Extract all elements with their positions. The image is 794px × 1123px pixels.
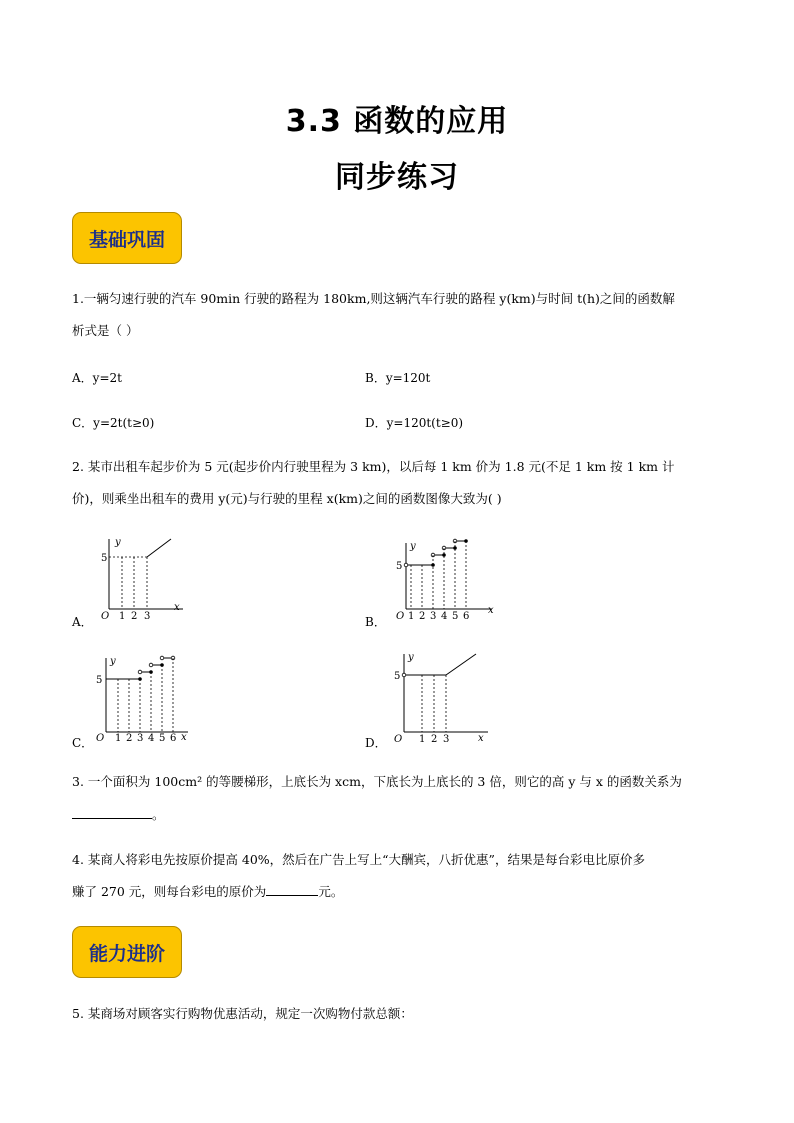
- y-tick-5: 5: [101, 553, 108, 564]
- x-tick-2: 2: [431, 734, 438, 743]
- answer-blank[interactable]: [72, 806, 152, 819]
- q2-option-b-label: B．: [365, 615, 386, 629]
- question-5-line-1: 5. 某商场对顾客实行购物优惠活动，规定一次购物付款总额：: [72, 1006, 413, 1021]
- section-badge-basic: [72, 212, 182, 264]
- y-axis-label: y: [410, 541, 416, 552]
- x-tick-3: 3: [443, 734, 450, 743]
- x-axis-label: x: [488, 605, 494, 616]
- x-axis-label: x: [174, 602, 180, 613]
- x-axis-label: x: [478, 733, 484, 743]
- x-tick-4: 4: [441, 611, 448, 620]
- question-2-line-1: 2. 某市出租车起步价为 5 元(起步价内行驶里程为 3 km)，以后每 1 km 价为 1.8 元(不足 1 km 按 1 km 计: [72, 459, 675, 474]
- x-tick-3: 3: [144, 611, 151, 620]
- x-tick-2: 2: [131, 611, 138, 620]
- question-4-line-2: [72, 883, 727, 901]
- origin-label: O: [96, 733, 105, 742]
- graph-a: [95, 535, 195, 620]
- x-tick-5: 5: [452, 611, 459, 620]
- graph-c: [92, 652, 192, 742]
- q2-option-a-label: A．: [72, 615, 93, 629]
- origin-label: O: [101, 611, 110, 620]
- section-label: 能力进阶: [88, 942, 165, 965]
- x-tick-4: 4: [148, 733, 155, 742]
- page-title: 3.3 函数的应用: [285, 104, 509, 139]
- x-tick-3: 3: [430, 611, 437, 620]
- x-tick-1: 1: [115, 733, 122, 742]
- x-axis-label: x: [181, 732, 187, 742]
- x-tick-5: 5: [159, 733, 166, 742]
- x-tick-1: 1: [119, 611, 126, 620]
- section-badge-advanced: [72, 926, 182, 978]
- x-tick-3: 3: [137, 733, 144, 742]
- y-tick-5: 5: [394, 671, 401, 682]
- x-tick-2: 2: [419, 611, 426, 620]
- q4-end: 元。: [318, 884, 344, 899]
- y-tick-5: 5: [96, 675, 103, 686]
- section-label: 基础巩固: [88, 228, 165, 251]
- y-axis-label: y: [110, 656, 116, 667]
- q4-start: 赚了 270 元，则每台彩电的原价为: [72, 884, 267, 899]
- q2-option-d-label: D．: [365, 736, 387, 750]
- origin-label: O: [394, 734, 403, 743]
- question-4-line-1: 4. 某商人将彩电先按原价提高 40%，然后在广告上写上“大酬宾，八折优惠”，结果是每台彩电比原价多: [72, 852, 645, 867]
- y-axis-label: y: [408, 652, 414, 663]
- x-tick-1: 1: [408, 611, 415, 620]
- graph-d: [390, 648, 495, 743]
- x-tick-2: 2: [126, 733, 133, 742]
- y-tick-5: 5: [396, 561, 403, 572]
- x-tick-6: 6: [170, 733, 177, 742]
- question-1-line-1: 1.一辆匀速行驶的汽车 90min 行驶的路程为 180km,则这辆汽车行驶的路程 y(km)与时间 t(h)之间的函数解: [72, 291, 675, 306]
- question-3-line-1: 3. 一个面积为 100cm² 的等腰梯形，上底长为 xcm，下底长为上底长的 3 倍，则它的高 y 与 x 的函数关系为: [72, 774, 682, 789]
- x-tick-6: 6: [463, 611, 470, 620]
- question-3-line-2: [72, 806, 727, 824]
- origin-label: O: [396, 611, 405, 620]
- q1-option-b: B．y=120t: [365, 371, 431, 385]
- page-subtitle: 同步练习: [335, 160, 459, 195]
- q2-option-c-label: C．: [72, 736, 94, 750]
- q1-option-c: C．y=2t(t≥0): [72, 416, 155, 430]
- answer-blank[interactable]: [266, 883, 318, 896]
- question-2-line-2: 价)，则乘坐出租车的费用 y(元)与行驶的里程 x(km)之间的函数图像大致为( ): [72, 491, 502, 506]
- graph-b: [392, 535, 502, 620]
- q1-option-a: A．y=2t: [72, 371, 122, 385]
- question-1-line-2: 析式是（ ）: [72, 323, 139, 338]
- x-tick-1: 1: [419, 734, 426, 743]
- q1-option-d: D．y=120t(t≥0): [365, 416, 464, 430]
- q3-end: 。: [152, 807, 165, 822]
- y-axis-label: y: [115, 537, 121, 548]
